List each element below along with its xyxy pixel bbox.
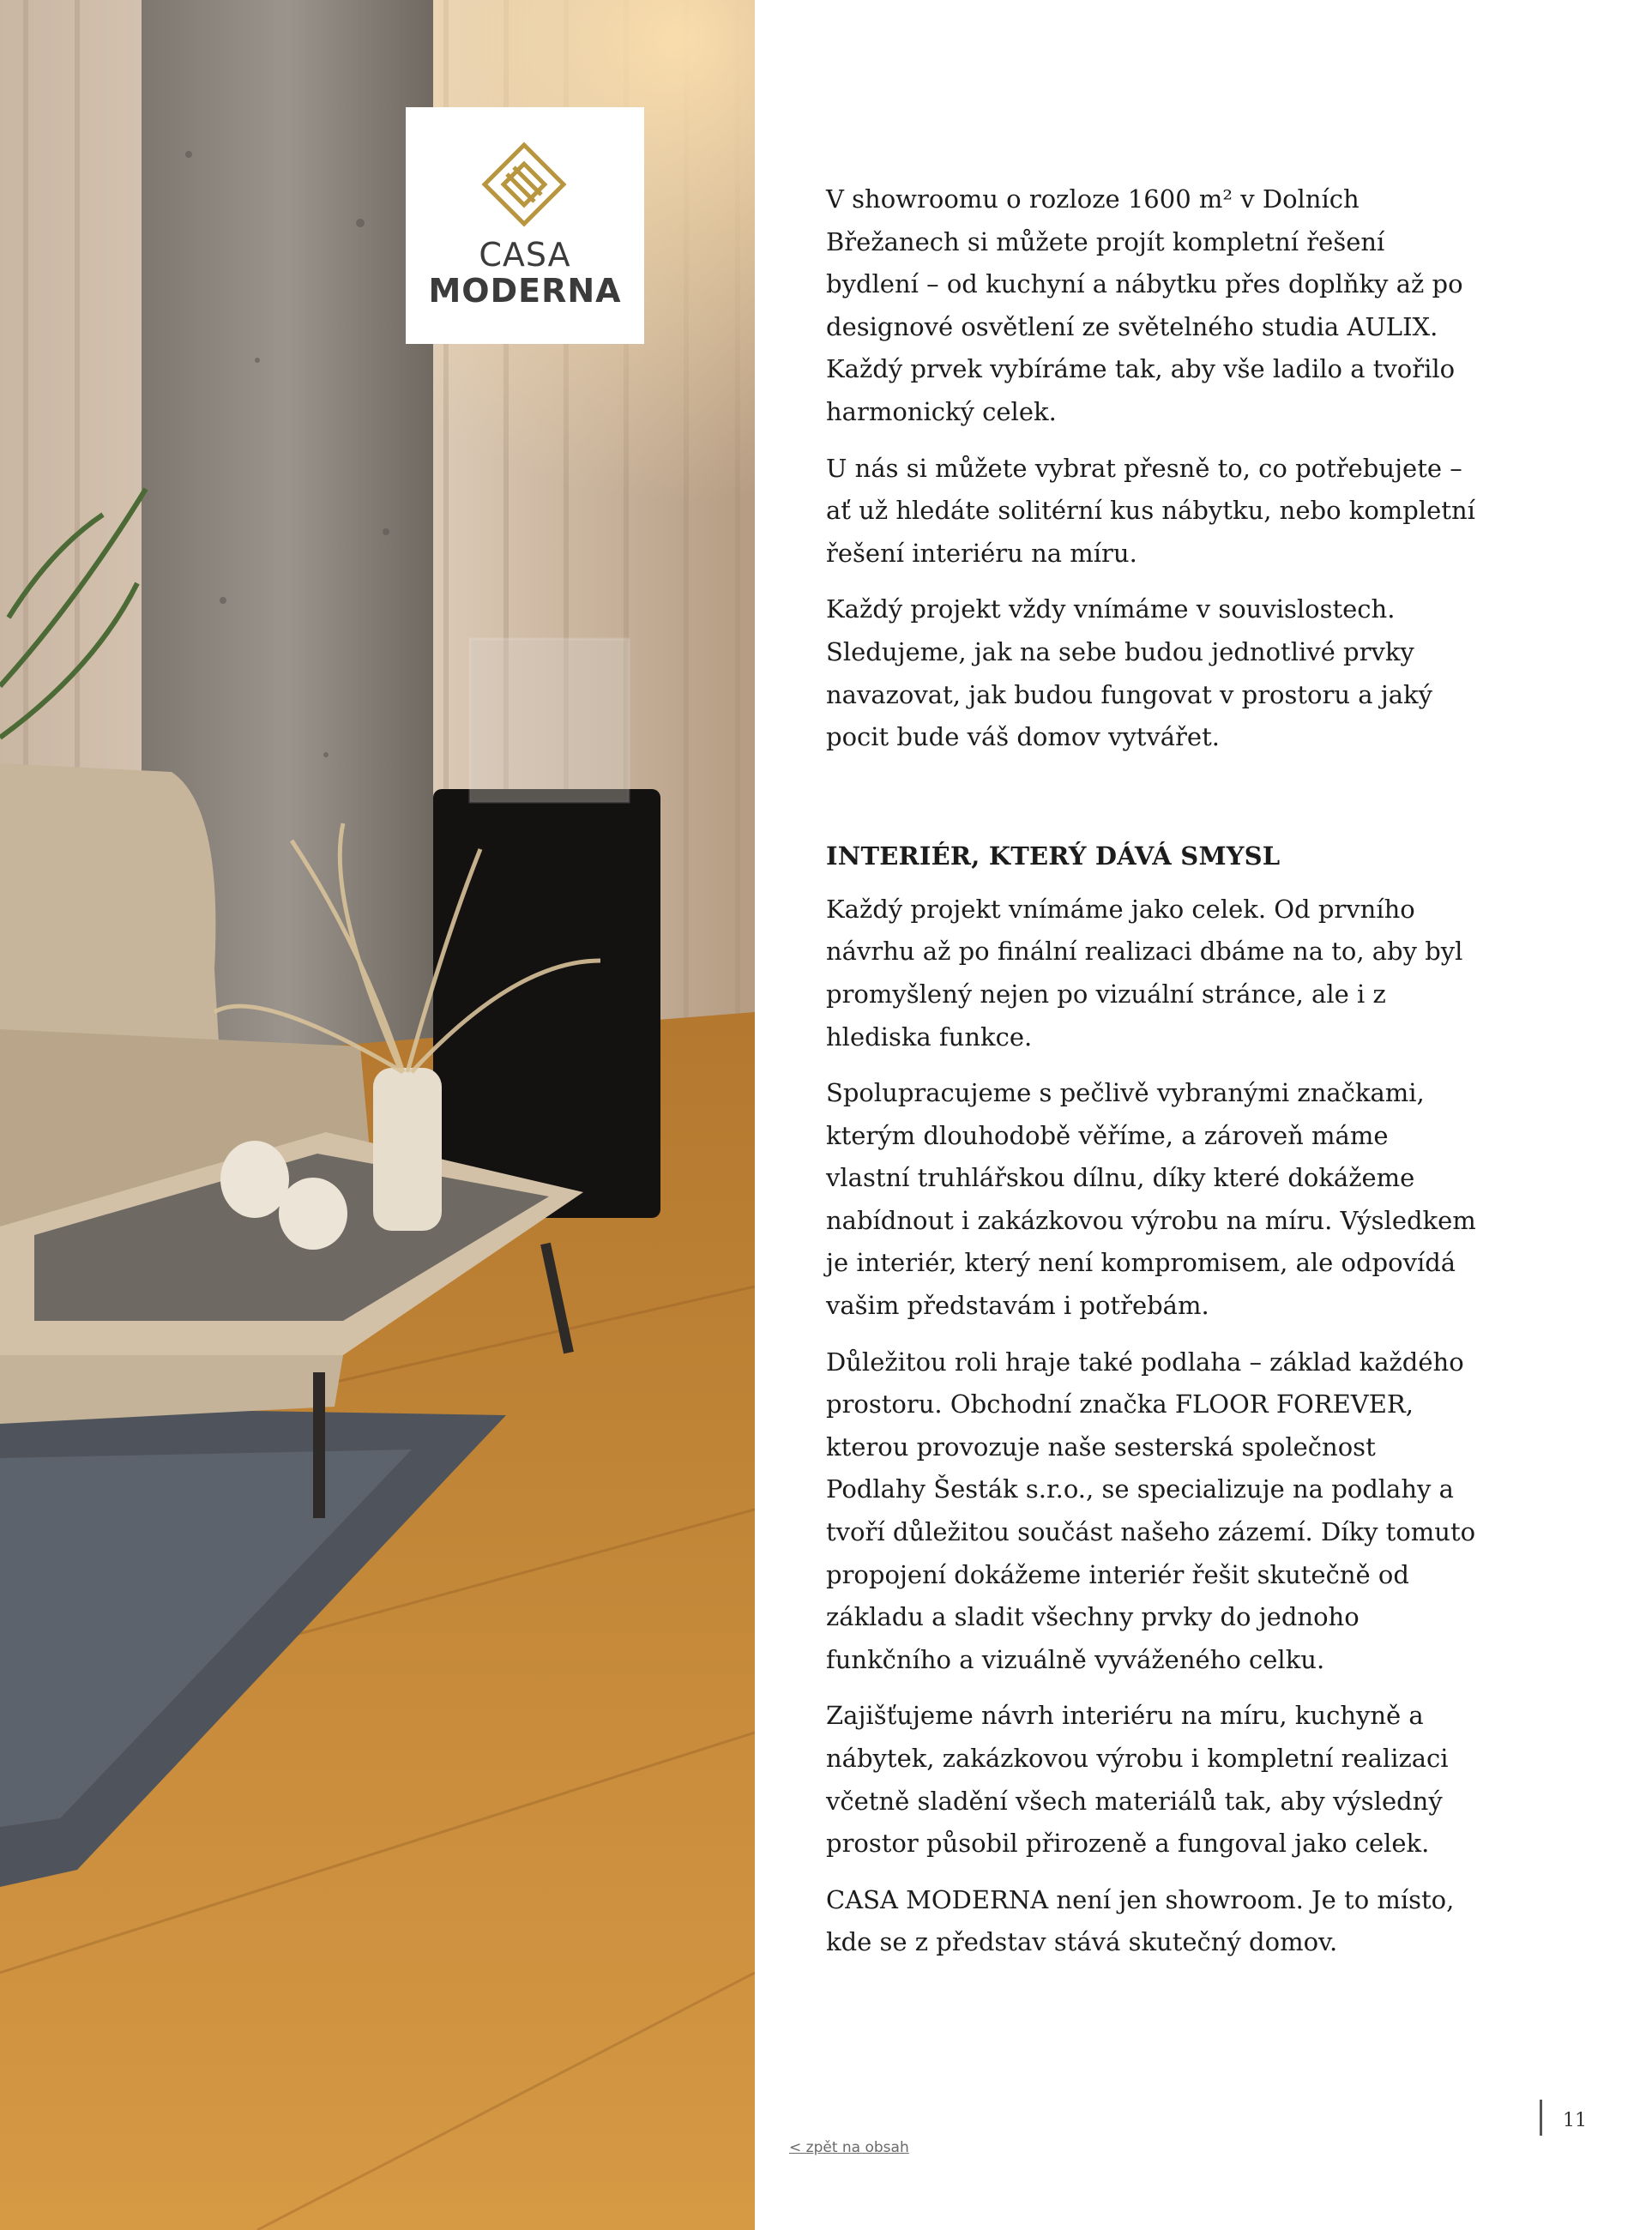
body-paragraph: CASA MODERNA není jen showroom. Je to místo, kde se z představ stává skutečný domov.: [826, 1884, 1455, 1957]
casa-moderna-diamond-logo-icon: [481, 142, 567, 227]
logo-text-moderna: MODERNA: [428, 272, 622, 310]
page-number-divider: [1540, 2100, 1542, 2136]
casa-moderna-logo: [406, 107, 644, 344]
intro-paragraph: V showroomu o rozloze 1600 m² v Dolních Břežanech si můžete projít kompletní řešení bydlení – od kuchyní a nábytku přes doplňky až po designové osvětlení ze světelného studia AULIX. Každý prvek vybíráme tak, aby vše ladilo a tvořilo harmonický celek.: [826, 184, 1463, 426]
logo-text-casa: CASA: [479, 236, 571, 274]
intro-paragraph: U nás si můžete vybrat přesně to, co potřebujete – ať už hledáte solitérní kus nábytku, nebo kompletní řešení interiéru na míru.: [826, 453, 1475, 568]
body-paragraph: Důležitou roli hraje také podlaha – základ každého prostoru. Obchodní značka FLOOR FOREVER, kterou provozuje naše sesterská společnost Podlahy Šesták s.r.o., se specializuje na podlahy a tvoří důležitou součást našeho zázemí. Díky tomuto propojení dokážeme interiér řešit skutečně od základu a sladit všechny prvky do jednoho funkčního a vizuálně vyváženého celku.: [826, 1347, 1476, 1674]
body-paragraph: Zajišťujeme návrh interiéru na míru, kuchyně a nábytek, zakázkovou výrobu i kompletní realizaci včetně sladění všech materiálů tak, aby výsledný prostor působil přirozeně a fungoval jako celek.: [826, 1701, 1449, 1859]
article-text: [826, 178, 1478, 1978]
intro-paragraph: Každý projekt vždy vnímáme v souvislostech. Sledujeme, jak na sebe budou jednotlivé prvky navazovat, jak budou fungovat v prostoru a jaký pocit bude váš domov vytvářet.: [826, 594, 1433, 752]
body-paragraph: Spolupracujeme s pečlivě vybranými značkami, kterým dlouhodobě věříme, a zároveň máme vlastní truhlářskou dílnu, díky které dokážeme nabídnout i zakázkovou výrobu na míru. Výsledkem je interiér, který není kompromisem, ale odpovídá vašim představám i potřebám.: [826, 1078, 1476, 1321]
back-to-contents-link[interactable]: < zpět na obsah: [789, 2139, 909, 2156]
body-paragraph: Každý projekt vnímáme jako celek. Od prvního návrhu až po finální realizaci dbáme na to, aby byl promyšlený nejen po vizuální stránce, ale i z hlediska funkce.: [826, 894, 1463, 1052]
page-number: 11: [1563, 2110, 1587, 2131]
section-heading: INTERIÉR, KTERÝ DÁVÁ SMYSL: [826, 841, 1281, 871]
